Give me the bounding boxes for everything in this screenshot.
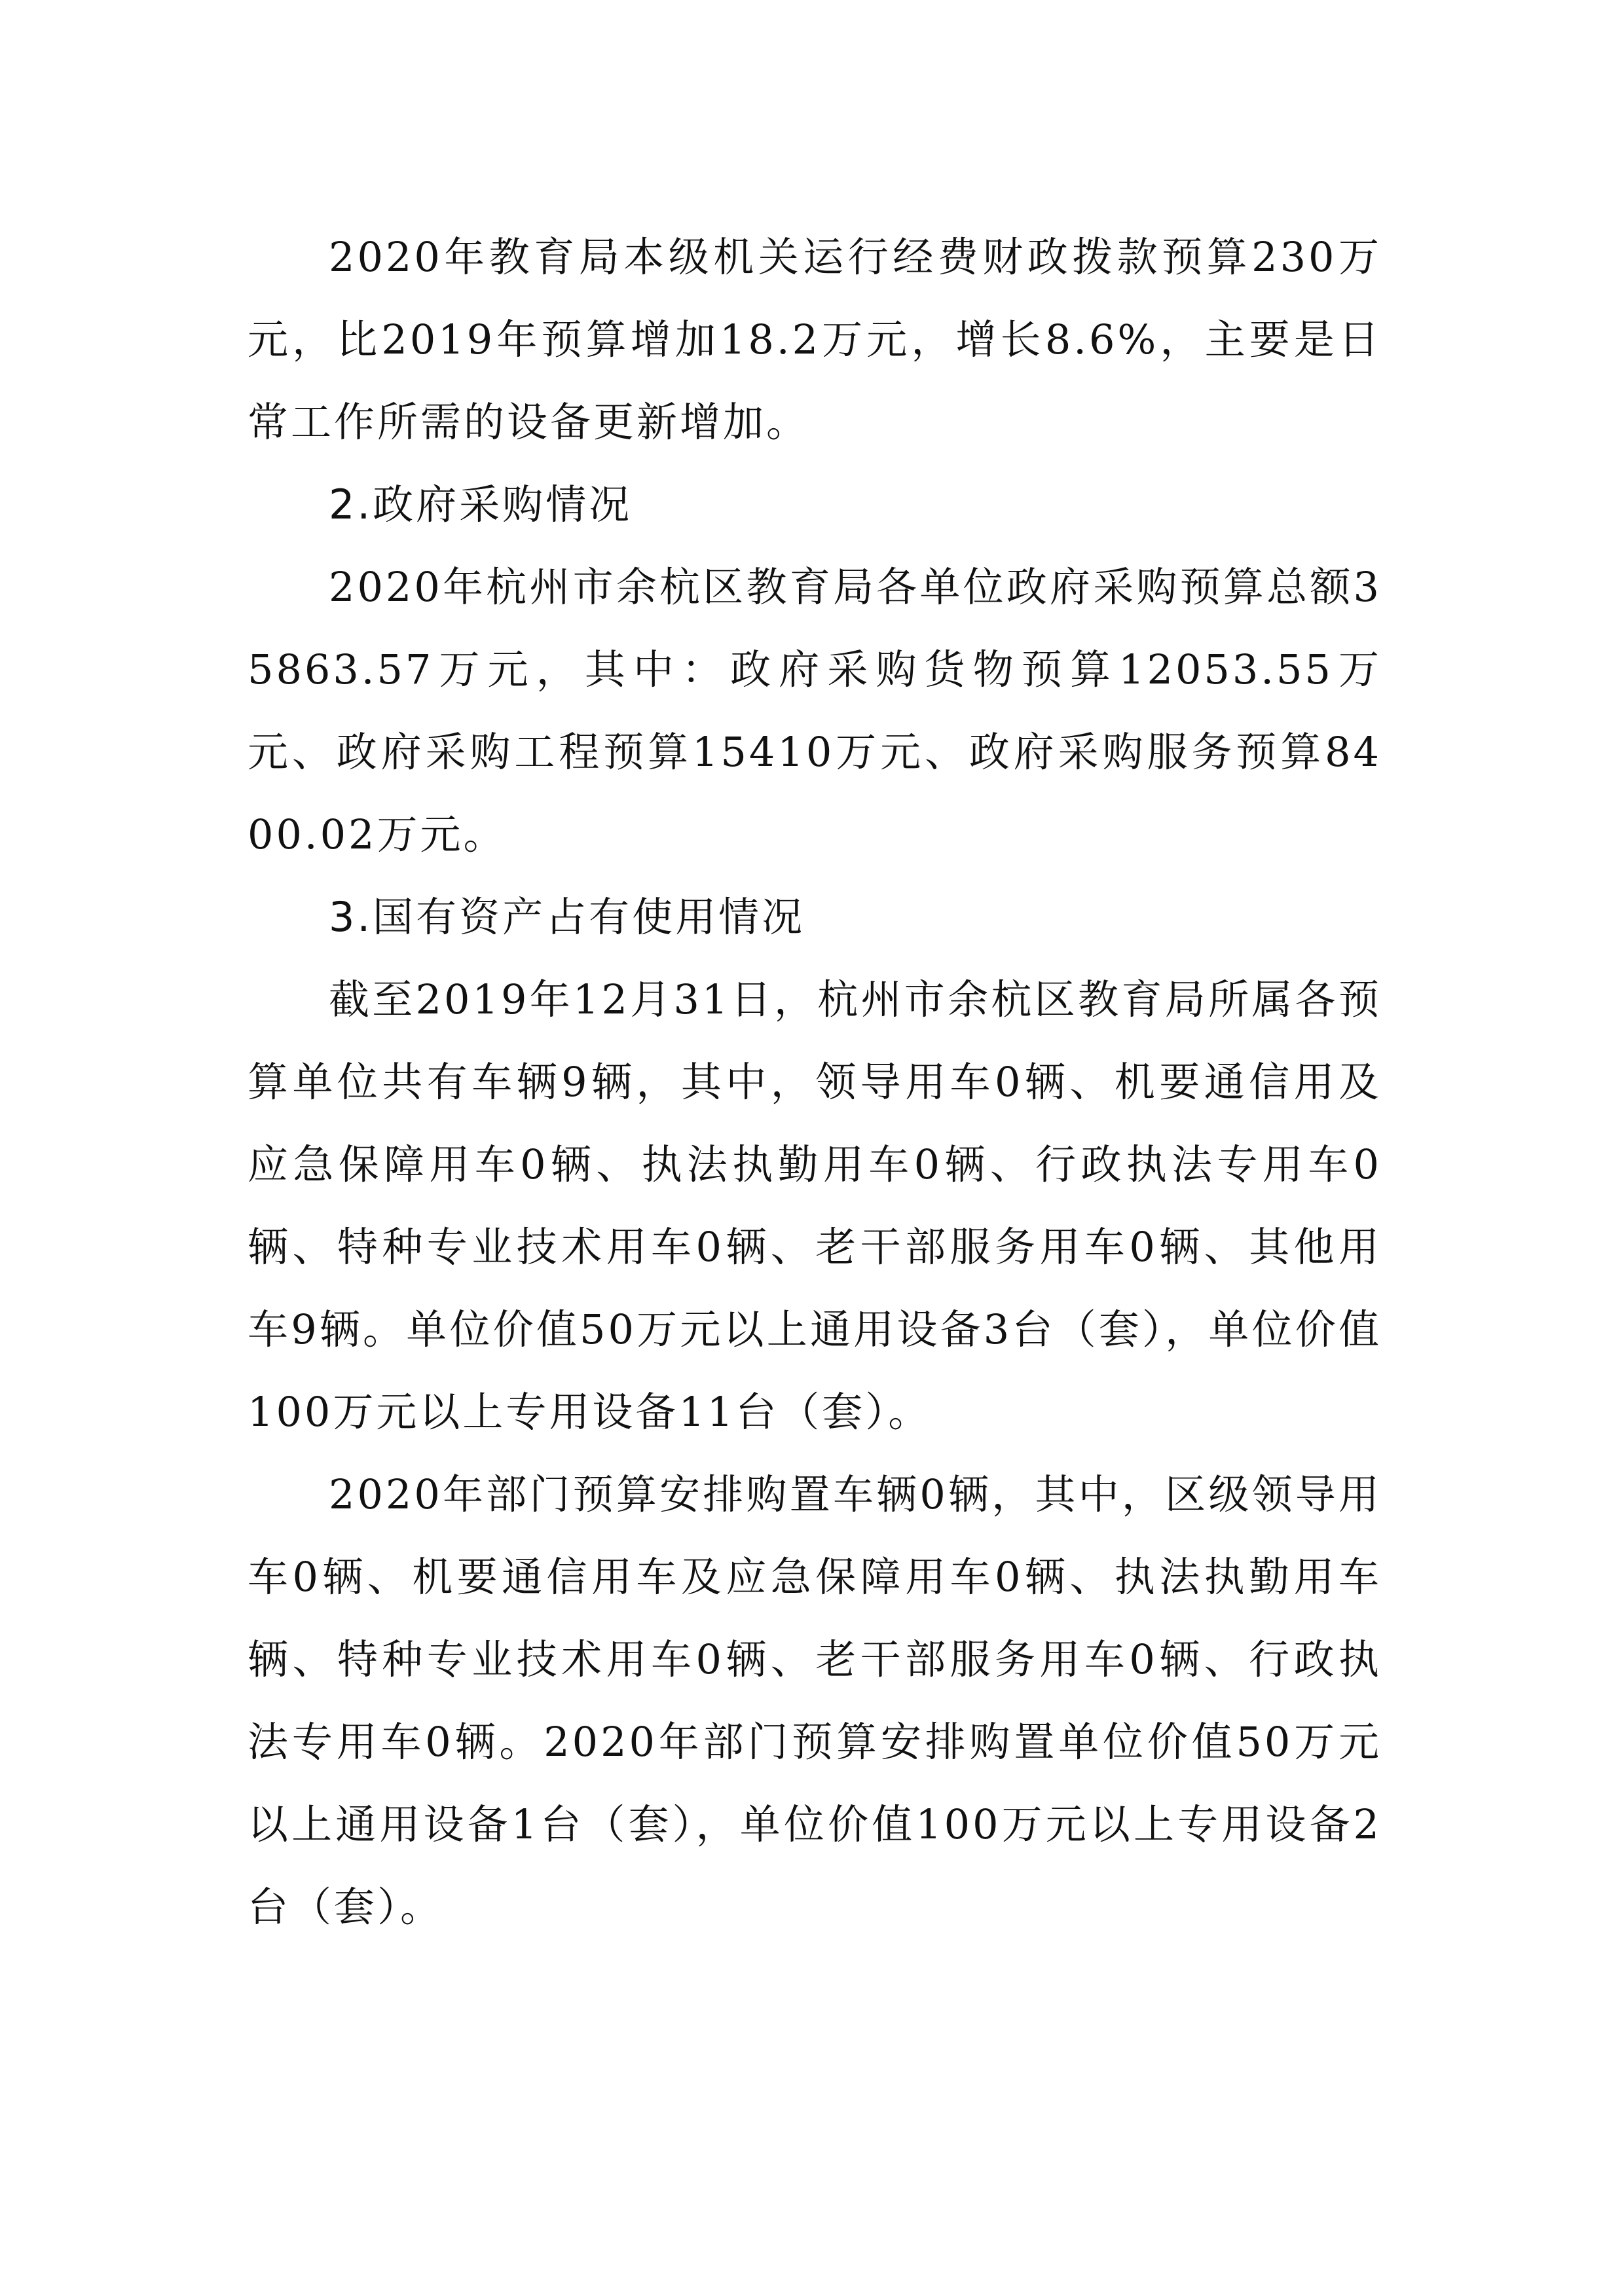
paragraph-operating-budget: 2020年教育局本级机关运行经费财政拨款预算230万元，比2019年预算增加18.2万元，增长8.6%，主要是日常工作所需的设备更新增加。 bbox=[248, 233, 1382, 446]
paragraph-procurement-budget: 2020年杭州市余杭区教育局各单位政府采购预算总额35863.57万元，其中：政府采购货物预算12053.55万元、政府采购工程预算15410万元、政府采购服务预算8400.02万元。 bbox=[248, 563, 1382, 858]
paragraph-vehicles-equipment: 截至2019年12月31日，杭州市余杭区教育局所属各预算单位共有车辆9辆，其中，领导用车0辆、机要通信用及应急保障用车0辆、执法执勤用车0辆、行政执法专用车0辆、特种专业技术用车0辆、老干部服务用车0辆、其他用车9辆。单位价值50万元以上通用设备3台（套），单位价值100万元以上专用设备11台（套）。 bbox=[248, 975, 1382, 1436]
document-body bbox=[248, 216, 1382, 1948]
heading-government-procurement: 2.政府采购情况 bbox=[329, 481, 633, 528]
paragraph-2020-purchases: 2020年部门预算安排购置车辆0辆，其中，区级领导用车0辆、机要通信用车及应急保障用车0辆、执法执勤用车辆、特种专业技术用车0辆、老干部服务用车0辆、行政执法专用车0辆。2020年部门预算安排购置单位价值50万元以上通用设备1台（套），单位价值100万元以上专用设备2台（套）。 bbox=[248, 1470, 1382, 1931]
heading-state-assets: 3.国有资产占有使用情况 bbox=[329, 893, 805, 941]
